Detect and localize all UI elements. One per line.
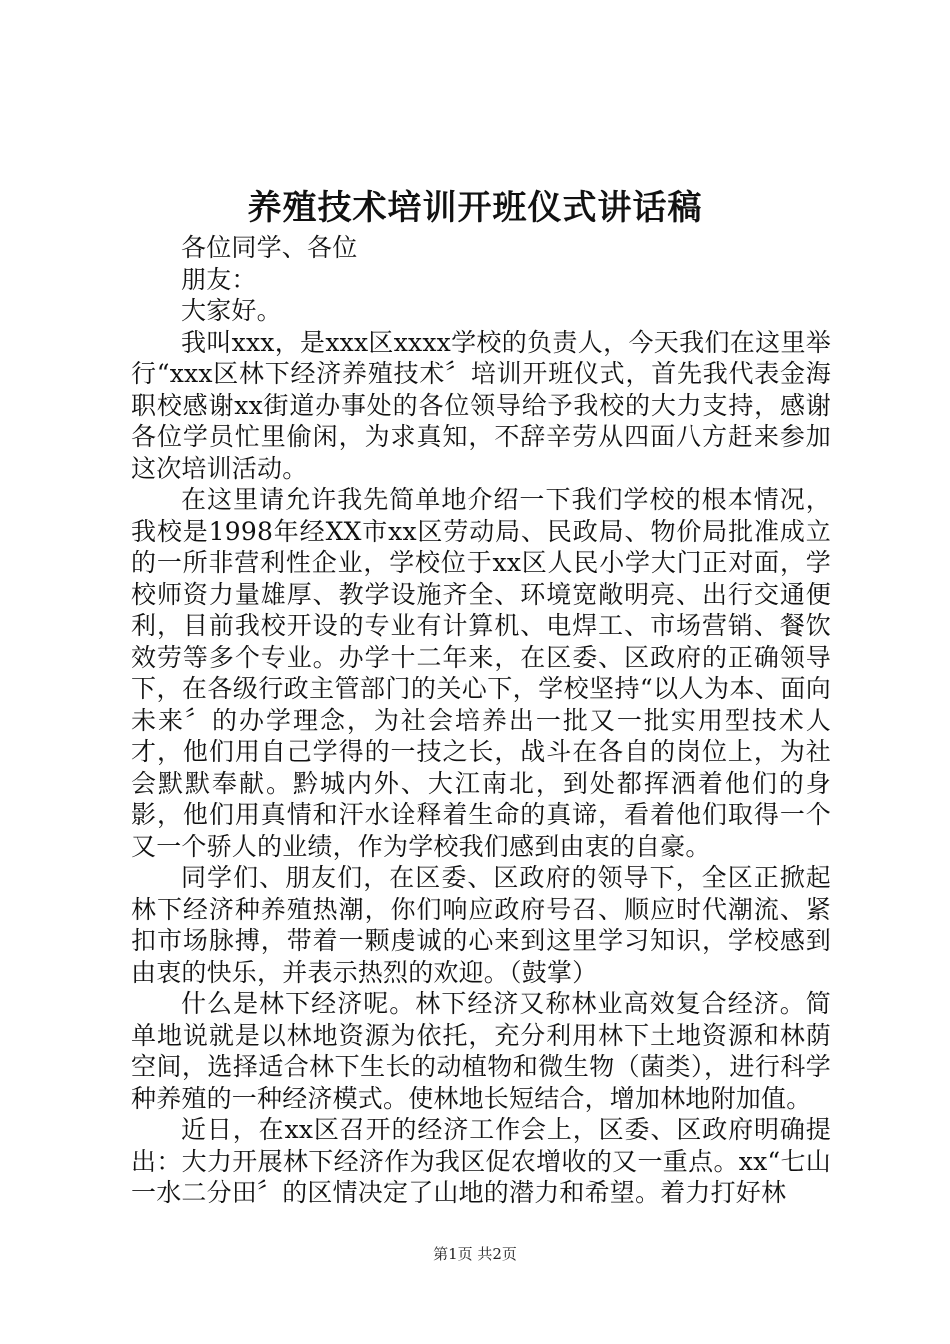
greeting-line-3: 大家好。: [181, 296, 282, 325]
paragraph-forest-economy: 什么是林下经济呢。林下经济又称林业高效复合经济。简单地说就是以林地资源为依托，充分利用林下土地资源和林荫空间，选择适合林下生长的动植物和微生物（菌类），进行科学种养殖的一种经济模式。使林地长短结合，增加林地附加值。: [131, 989, 831, 1113]
greeting-line-1: 各位同学、各位: [181, 233, 358, 262]
document-body: [131, 232, 831, 1209]
page-number: 第1页 共2页: [433, 1245, 517, 1263]
paragraph-school-overview: 在这里请允许我先简单地介绍一下我们学校的根本情况，我校是1998年经XX市xx区劳动局、民政局、物价局批准成立的一所非营利性企业，学校位于xx区人民小学大门正对面，学校师资力量雄厚、教学设施齐全、环境宽敞明亮、出行交通便利，目前我校开设的专业有计算机、电焊工、市场营销、餐饮效劳等多个专业。办学十二年来，在区委、区政府的正确领导下，在各级行政主管部门的关心下，学校坚持“以人为本、面向未来〞的办学理念，为社会培养出一批又一批实用型技术人才，他们用自己学得的一技之长，战斗在各自的岗位上，为社会默默奉献。黔城内外、大江南北，到处都挥洒着他们的身影，他们用真情和汗水诠释着生命的真谛，看着他们取得一个又一个骄人的业绩，作为学校我们感到由衷的自豪。: [131, 485, 831, 861]
paragraph-introduction: 我叫xxx，是xxx区xxxx学校的负责人，今天我们在这里举行“xxx区林下经济养殖技术〞培训开班仪式，首先我代表金海职校感谢xx街道办事处的各位领导给予我校的大力支持，感谢各位学员忙里偷闲，为求真知，不辞辛劳从四面八方赶来参加这次培训活动。: [131, 327, 831, 483]
document-title: 养殖技术培训开班仪式讲话稿: [247, 188, 703, 228]
paragraph-welcome: 同学们、朋友们，在区委、区政府的领导下，全区正掀起林下经济种养殖热潮，你们响应政府号召、顺应时代潮流、紧扣市场脉搏，带着一颗虔诚的心来到这里学习知识，学校感到由衷的快乐，并表示热烈的欢迎。（鼓掌）: [131, 863, 831, 987]
greeting-line-2: 朋友：: [181, 264, 257, 294]
paragraph-district-policy: 近日，在xx区召开的经济工作会上，区委、区政府明确提出：大力开展林下经济作为我区促农增收的又一重点。xx“七山一水二分田〞的区情决定了山地的潜力和希望。着力打好林: [131, 1115, 831, 1207]
